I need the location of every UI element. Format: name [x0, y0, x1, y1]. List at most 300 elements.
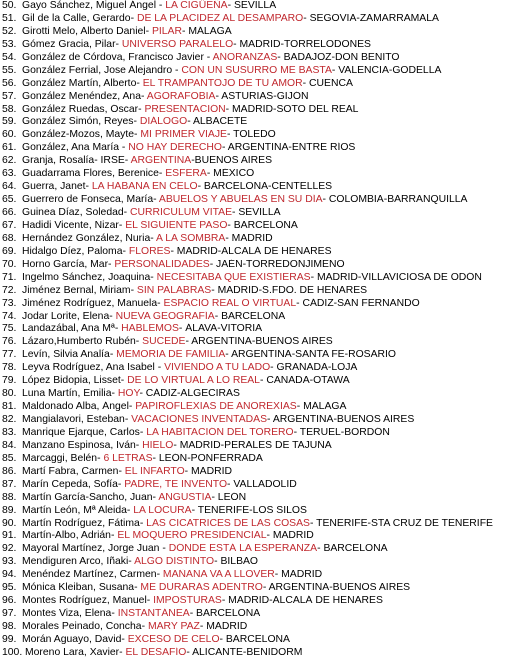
entry-title: DE LA PLACIDEZ AL DESAMPARO — [136, 12, 304, 24]
list-item — [2, 91, 525, 104]
entry-title: SIN PALABRAS — [136, 284, 212, 296]
entry-title: HOY — [117, 388, 140, 400]
entry-location: - ALBACETE — [187, 116, 248, 128]
entry-separator: - — [156, 0, 166, 11]
entry-separator: - — [150, 232, 157, 244]
entry-location: - MADRID-ALCALÁ DE HENARES — [170, 245, 332, 257]
list-item — [2, 220, 525, 233]
entry-separator: - — [124, 414, 132, 425]
entry-title: PAPIROFLEXIAS DE ANOREXIAS — [135, 401, 297, 413]
entry-number: 97. — [2, 608, 17, 620]
entry-separator: - — [172, 64, 182, 76]
entry-author: Martín-Albo, Adrián — [22, 530, 111, 542]
entry-author: Jiménez Rodríguez, Manuela — [22, 297, 158, 309]
entry-author: Lázaro,Humberto Rubén — [22, 336, 136, 348]
entry-number: 80. — [2, 388, 17, 400]
entry-title: INSTANTÁNEA — [117, 608, 190, 620]
entry-title: DÓNDE ESTÁ LA ESPERANZA — [168, 543, 318, 555]
entry-author: Mendiguren Arco, Iñaki — [22, 556, 129, 568]
entry-location: - BARCELONA — [219, 633, 290, 645]
list-item — [2, 259, 525, 272]
entry-separator: - — [130, 284, 137, 296]
entry-number: 70. — [2, 258, 17, 270]
entry-separator: - — [159, 543, 169, 555]
entry-separator: - — [85, 181, 92, 193]
entry-number: 81. — [2, 401, 17, 413]
entry-location: - ARGENTINA-SANTA FE-ROSARIO — [225, 349, 396, 361]
list-item — [2, 388, 525, 401]
entry-title: NUEVA GEOGRAFÍA — [115, 310, 215, 322]
list-item — [2, 207, 525, 220]
entry-location: - BARCELONA — [214, 310, 286, 322]
list-item — [2, 142, 525, 155]
entry-separator: - — [97, 452, 104, 464]
entry-number: 69. — [2, 245, 17, 257]
entry-number: 56. — [2, 77, 17, 89]
entry-location: - MADRID-PERALES DE TAJUÑA — [173, 439, 332, 451]
entry-title: NECESITABA QUE EXISTIERAS — [156, 271, 311, 283]
entry-title: ME DURARÁS ADENTRO — [140, 582, 263, 594]
entry-number: 95. — [2, 582, 17, 594]
entry-author: Horno García, Mar — [22, 258, 109, 270]
list-item — [2, 505, 525, 518]
entry-author: Landazábal, Ana Mª — [22, 323, 115, 335]
entry-location: - MADRID — [274, 569, 323, 581]
entry-author: González, Ana María — [22, 142, 120, 154]
entry-number: 78. — [2, 362, 17, 374]
entry-title: AGORAFOBIA — [146, 90, 216, 102]
entry-location: - BARCELONA-CENTELLES — [197, 181, 333, 193]
entry-author: González-Mozos, Mayte — [22, 129, 135, 141]
list-item — [2, 608, 525, 621]
entry-separator: - — [135, 336, 143, 348]
entry-location: - ARGENTINA-BUENOS AIRES — [267, 414, 415, 425]
entry-author: Guinea Díaz, Soledad — [22, 207, 124, 218]
list-item — [2, 155, 525, 168]
entry-author: Montes Rodríguez, Manuel — [22, 595, 147, 607]
entry-number: 53. — [2, 38, 17, 50]
entry-separator: - — [138, 103, 145, 115]
entry-author: Moreno Lara, Xavier — [25, 646, 120, 658]
entry-author: Manzano Espinosa, Iván — [22, 439, 136, 451]
list-item — [2, 518, 525, 531]
entry-title: EL MOQUERO PRESIDENCIAL — [117, 530, 267, 542]
entry-separator: - — [115, 38, 122, 50]
entry-title: EL DESAFÍO — [125, 646, 187, 658]
list-item — [2, 569, 525, 582]
entry-number: 90. — [2, 517, 17, 529]
entry-separator: - — [128, 401, 136, 413]
entry-location: - TOLEDO — [227, 129, 276, 141]
list-item — [2, 582, 525, 595]
entry-title: CURRICULUM VITAE — [130, 207, 233, 218]
entry-number: 89. — [2, 504, 17, 516]
entry-location: - MADRID-ALCALÁ DE HENARES — [221, 595, 383, 607]
entry-title: 6 LETRAS — [103, 452, 153, 464]
entry-title: LA HABANA EN CELO — [91, 181, 198, 193]
entry-location: - JAÉN-TORREDONJIMENO — [209, 258, 345, 270]
entry-number: 60. — [2, 129, 17, 141]
list-item — [2, 311, 525, 324]
entry-location: - LEÓN — [211, 491, 247, 503]
entry-author: Hernández González, Nuria — [22, 232, 151, 244]
entry-separator: - — [111, 608, 118, 620]
list-item — [2, 362, 525, 375]
list-item — [2, 298, 525, 311]
entry-number: 79. — [2, 375, 17, 387]
entry-title: ESPACIO REAL O VIRTUAL — [163, 297, 297, 309]
entry-location: - SEVILLA — [227, 0, 277, 11]
entry-author: Morales Peinado, Concha — [22, 621, 142, 632]
entry-number: 66. — [2, 207, 17, 218]
entry-title: ESFERA — [165, 168, 207, 180]
entry-location: - TERUEL-BORDÓN — [293, 426, 390, 438]
entry-location: - CÁDIZ-ALGECIRAS — [139, 388, 240, 400]
list-item — [2, 0, 525, 13]
entry-author: Martín Rodríguez, Fátima — [22, 517, 140, 529]
list-item — [2, 492, 525, 505]
list-item — [2, 116, 525, 129]
entry-title: HABLEMOS — [121, 323, 179, 335]
entry-separator: - — [133, 116, 140, 128]
entry-separator: - — [119, 646, 126, 658]
entry-title: NO HAY DERECHO — [128, 142, 222, 154]
entry-separator: - — [122, 245, 129, 257]
entry-location: - GRANADA-LOJA — [270, 362, 358, 374]
entry-author: Ingelmo Sánchez, Joaquina — [22, 271, 151, 283]
entry-title: MEMORIA DE FAMILIA — [116, 349, 226, 361]
list-item — [2, 246, 525, 259]
entry-location: - BARCELONA — [227, 219, 298, 231]
list-item — [2, 414, 525, 427]
entry-title: MI PRIMER VIAJE — [140, 129, 227, 141]
list-item — [2, 595, 525, 608]
entry-separator: - — [134, 129, 141, 141]
list-item — [2, 129, 525, 142]
list-item — [2, 453, 525, 466]
entry-separator: - — [139, 426, 147, 438]
entry-author: González Ferrial, Jose Alejandro — [22, 64, 173, 76]
entry-location: - MADRID-SOTO DEL REAL — [225, 103, 359, 115]
entry-number: 77. — [2, 349, 17, 361]
entry-number: 73. — [2, 297, 17, 309]
list-item — [2, 556, 525, 569]
entry-author: Mayoral Martínez, Jorge Juan — [22, 543, 160, 555]
entry-separator: - — [135, 439, 143, 451]
entry-separator: - — [145, 25, 152, 37]
entry-location: - VALENCIA-GODELLA — [331, 64, 442, 76]
entry-title: PADRE, TE INVENTO — [124, 478, 228, 490]
entry-location: - COLOMBIA-BARRANQUILLA — [322, 194, 468, 206]
entry-author: Martín García-Sancho, Juan — [22, 491, 153, 503]
entry-title: MAÑANA VA A LLOVER — [162, 569, 275, 581]
list-item — [2, 78, 525, 91]
entry-author: Marín Cepeda, Sofía — [22, 478, 118, 490]
entry-author: Marcaggi, Belén — [22, 452, 98, 464]
list-item — [2, 349, 525, 362]
entry-number: 83. — [2, 426, 17, 438]
entry-title: AÑORANZAS — [212, 51, 278, 63]
list-item — [2, 530, 525, 543]
list-item — [2, 466, 525, 479]
list-item — [2, 181, 525, 194]
list-item — [2, 26, 525, 39]
entry-separator: - — [146, 595, 154, 607]
entry-separator: - — [126, 504, 134, 516]
entry-title: VACACIONES INVENTADAS — [131, 414, 268, 425]
list-item — [2, 621, 525, 634]
entry-title: LA LOCURA — [133, 504, 192, 516]
entry-author: Guerrero de Fonseca, María — [22, 194, 154, 206]
entry-location: - ASTURIAS-GIJÓN — [215, 90, 309, 102]
entry-number: 74. — [2, 310, 17, 322]
entry-title: EL TRAMPANTOJO DE TU AMOR — [142, 77, 303, 89]
entry-title: LA HABITACIÓN DEL TORERO — [146, 426, 294, 438]
entry-author: Gayo Sánchez, Miguel Ángel — [22, 0, 157, 11]
entry-location: - CANADA-OTAWA — [259, 375, 350, 387]
entry-author: Levín, Silvia Analía — [22, 349, 110, 361]
entry-number: 91. — [2, 530, 17, 542]
entry-title: VIVIENDO A TU LADO — [164, 362, 271, 374]
entry-number: 61. — [2, 142, 17, 154]
entry-location: - ARGENTINA-BUENOS AIRES — [262, 582, 411, 594]
entry-author: Mónica Kleiban, Susana — [22, 582, 135, 594]
entry-number: 71. — [2, 271, 17, 283]
entry-title: PILAR — [151, 25, 182, 37]
entry-author: González Martín, Alberto — [22, 77, 137, 89]
entry-number: 63. — [2, 168, 17, 180]
entry-location: - MADRID — [199, 621, 248, 632]
entry-author: Mangialavori, Esteban — [22, 414, 125, 425]
entry-number: 59. — [2, 116, 17, 128]
entry-location: - VALLADOLID — [227, 478, 297, 490]
entry-number: 72. — [2, 284, 17, 296]
entry-number: 55. — [2, 64, 17, 76]
entry-separator: - — [110, 530, 118, 542]
entry-title: EL INFARTO — [124, 465, 185, 477]
entry-separator: - — [118, 465, 125, 477]
list-item — [2, 440, 525, 453]
entry-number: 75. — [2, 323, 17, 335]
entry-number: 98. — [2, 621, 17, 632]
entry-title: EXCESO DE CELO — [127, 633, 220, 645]
entry-separator: - — [108, 258, 115, 270]
entry-number: 58. — [2, 103, 17, 115]
entry-location: - MADRID — [266, 530, 314, 542]
entry-title: MARY PAZ — [147, 621, 200, 632]
entry-author: Gómez Gracia, Pilar — [22, 38, 116, 50]
entry-number: 50. — [2, 0, 17, 11]
entry-author: Martí Fabra, Carmen — [22, 465, 119, 477]
entry-separator: - — [141, 621, 148, 632]
entry-author: Gil de la Calle, Gerardo — [22, 12, 131, 24]
entry-location: - BARCELONA — [189, 608, 261, 620]
entry-number: 62. — [2, 155, 17, 167]
entry-separator: - — [203, 51, 213, 63]
entry-title: PRESENTACIÓN — [144, 103, 226, 115]
entry-author: Martín León, Mª Aleida — [22, 504, 127, 516]
entry-author: Granja, Rosalía — [22, 155, 95, 167]
entry-location: - BARCELONA — [317, 543, 388, 555]
entry-location: - MADRID — [184, 465, 233, 477]
entry-location: - ARGENTINA-ENTRE RÍOS — [222, 142, 356, 154]
entry-author: González Simón, Reyes — [22, 116, 134, 128]
entry-title: ARGENTINA — [130, 155, 192, 167]
entry-author: Guadarrama Flores, Berenice — [22, 168, 159, 180]
entry-location: -BUENOS AIRES — [191, 155, 273, 167]
entry-separator: - — [121, 633, 128, 645]
entry-separator: - — [158, 168, 166, 180]
entry-title: DE LO VIRTUAL A LO REAL — [127, 375, 260, 387]
entry-number: 93. — [2, 556, 17, 568]
list-item — [2, 375, 525, 388]
entry-number: 68. — [2, 232, 17, 244]
list-item — [2, 427, 525, 440]
entry-number: 85. — [2, 452, 17, 464]
list-item — [2, 65, 525, 78]
entry-author: Montes Viza, Elena — [22, 608, 112, 620]
entry-number: 92. — [2, 543, 17, 555]
entry-number: 84. — [2, 439, 17, 451]
entry-separator: - — [114, 323, 122, 335]
entry-number: 65. — [2, 194, 17, 206]
entry-location: - TENERIFE-LOS SILOS — [191, 504, 307, 516]
entry-title: ABUELOS Y ABUELAS EN SU DÍA — [158, 194, 323, 206]
entry-location: - ALICANTE-BENIDORM — [186, 646, 303, 658]
entry-separator: - — [157, 297, 164, 309]
entry-author: Jodar Lorite, Elena — [22, 310, 110, 322]
entry-title: HIELO — [142, 439, 174, 451]
list-item — [2, 323, 525, 336]
entry-author: Manrique Ejarque, Carlos — [22, 426, 140, 438]
entry-title: SUCEDE — [142, 336, 186, 348]
entry-title: EL SIGUIENTE PASO — [125, 219, 228, 231]
entry-title: CON UN SUSURRO ME BASTA — [181, 64, 332, 76]
entry-separator: - — [130, 12, 137, 24]
list-item — [2, 634, 525, 647]
entry-title: ANGUSTIA — [158, 491, 212, 503]
entry-author: González Ruedas, Óscar — [22, 103, 139, 115]
entry-author: González Menéndez, Ana — [22, 90, 141, 102]
entry-number: 99. — [2, 633, 17, 645]
entry-separator: - — [139, 517, 147, 529]
entry-number: 94. — [2, 569, 17, 581]
entry-number: 57. — [2, 90, 17, 102]
list-item — [2, 168, 525, 181]
entry-location: - LEÓN-PONFERRADA — [152, 452, 263, 464]
list-item — [2, 543, 525, 556]
entry-separator: - — [153, 194, 159, 206]
entry-location: - BADAJOZ-DON BENITO — [277, 51, 400, 63]
entry-separator: - — [152, 491, 159, 503]
entry-number: 54. — [2, 51, 17, 63]
entry-title: LAS CICATRICES DE LAS COSAS — [146, 517, 310, 529]
entry-location: - MADRID-S.FDO. DE HENARES — [211, 284, 368, 296]
entry-number: 88. — [2, 491, 17, 503]
entry-number: 87. — [2, 478, 17, 490]
entry-title: FLORES — [128, 245, 171, 257]
entry-number: 86. — [2, 465, 17, 477]
entry-number: 67. — [2, 219, 17, 231]
entry-author: Guerra, Janet — [22, 181, 86, 193]
entry-location: - MÁLAGA — [181, 25, 232, 37]
entry-title: ALGO DISTINTO — [134, 556, 215, 568]
entry-number: 96. — [2, 595, 17, 607]
entry-title: PERSONALIDADES — [114, 258, 210, 270]
entry-separator: - — [109, 349, 117, 361]
entry-location: - BILBAO — [214, 556, 259, 568]
entry-location: - TENERIFE-STA CRUZ DE TENERIFE — [309, 517, 493, 529]
entry-location: - CUENCA — [302, 77, 353, 89]
entry-location: - CÁDIZ-SAN FERNANDO — [296, 297, 420, 309]
entry-title: UNIVERSO PARALELO — [121, 38, 234, 50]
entry-separator: - — [117, 478, 125, 490]
list-item — [2, 52, 525, 65]
entry-separator: - — [119, 142, 129, 154]
entry-location: - SEVILLA — [232, 207, 281, 218]
entry-number: 82. — [2, 414, 17, 425]
entry-number: 51. — [2, 12, 17, 24]
entry-separator: - — [128, 556, 135, 568]
list-item — [2, 194, 525, 207]
entry-title: A LA SOMBRA — [156, 232, 226, 244]
entry-separator: - — [111, 388, 118, 400]
entry-author: Luna Martín, Emilia — [22, 388, 112, 400]
entry-location: - SEGOVIA-ZAMARRAMALA — [303, 12, 439, 24]
entry-title: LA CIGÜEÑA — [165, 0, 228, 11]
entry-separator: - — [154, 362, 165, 374]
entry-location: - ARGENTINA-BUENOS AIRES — [185, 336, 333, 348]
list-item — [2, 285, 525, 298]
entry-separator: - — [141, 90, 147, 102]
entry-number: 52. — [2, 25, 17, 37]
entry-author: Leyva Rodríguez, Ana Isabel — [22, 362, 155, 374]
entry-location: - MÉXICO — [206, 168, 255, 180]
entry-separator: - — [136, 77, 143, 89]
entry-number: 100. — [2, 646, 23, 658]
list-item — [2, 479, 525, 492]
entry-author: Maldonado Alba, Ángel — [22, 401, 129, 413]
entry-location: - ÁLAVA-VITORIA — [178, 323, 263, 335]
entry-number: 76. — [2, 336, 17, 348]
entry-separator: - — [156, 569, 163, 581]
entry-location: - MADRID-TORRELODONES — [233, 38, 371, 50]
participant-list — [2, 0, 525, 660]
entry-separator: - — [134, 582, 141, 594]
entry-author: González de Córdova, Francisco Javier — [22, 51, 204, 63]
entry-author: López Bidopia, Lisset — [22, 375, 121, 387]
list-item — [2, 13, 525, 26]
list-item — [2, 336, 525, 349]
entry-author: Hidalgo Díez, Paloma — [22, 245, 123, 257]
entry-author: Girotti Melo, Alberto Daniel — [22, 25, 146, 37]
entry-title: DIÁLOGO — [139, 116, 188, 128]
entry-separator: - — [109, 310, 116, 322]
entry-separator: - — [118, 219, 126, 231]
entry-separator: - — [120, 375, 128, 387]
entry-location: - MADRID — [225, 232, 273, 244]
entry-author: Jiménez Bernal, Miriam — [22, 284, 131, 296]
entry-author: Hadidi Vicente, Nizar — [22, 219, 119, 231]
entry-separator: - — [150, 271, 157, 283]
entry-location: - MÁLAGA — [296, 401, 347, 413]
entry-title: IMPOSTURAS — [153, 595, 222, 607]
entry-separator: - — [123, 207, 131, 218]
list-item — [2, 401, 525, 414]
entry-number: 64. — [2, 181, 17, 193]
list-item — [2, 39, 525, 52]
list-item — [2, 104, 525, 117]
